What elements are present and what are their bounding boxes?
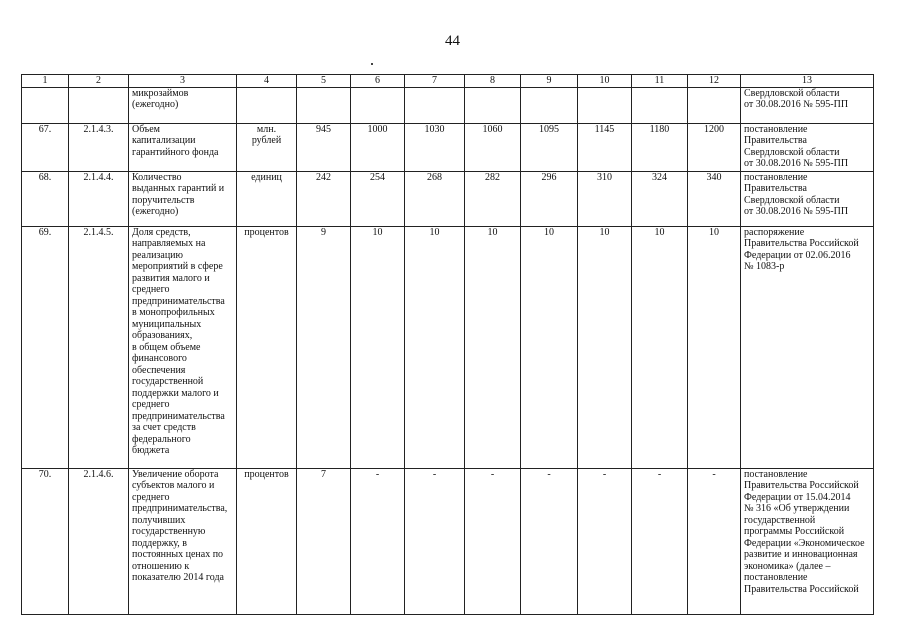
basis-cell: распоряжение Правительства Российской Федерации от 02.06.2016 № 1083-р [741,226,874,468]
value-cell: 10 [405,226,465,468]
unit-cell: единиц [237,171,297,226]
indicator-name-cell: Количество выданных гарантий и поручительств (ежегодно) [129,171,237,226]
header-cell: 9 [521,75,578,88]
value-cell: - [465,468,521,614]
value-cell: 1095 [521,123,578,171]
value-cell [688,87,741,123]
basis-cell: Свердловской области от 30.08.2016 № 595-ПП [741,87,874,123]
table-row [22,171,874,226]
indicators-table [21,74,874,615]
value-cell: 10 [465,226,521,468]
indicator-name-cell: микрозаймов (ежегодно) [129,87,237,123]
value-cell: 10 [632,226,688,468]
indicator-name-cell: Объем капитализации гарантийного фонда [129,123,237,171]
header-cell: 13 [741,75,874,88]
unit-cell: млн. рублей [237,123,297,171]
table-row [22,468,874,614]
value-cell: 9 [297,226,351,468]
header-cell: 1 [22,75,69,88]
header-cell: 5 [297,75,351,88]
header-cell: 3 [129,75,237,88]
value-cell: - [632,468,688,614]
value-cell: 10 [351,226,405,468]
row-number-cell: 69. [22,226,69,468]
value-cell [405,87,465,123]
table-row [22,87,874,123]
value-cell: - [688,468,741,614]
row-number-cell: 70. [22,468,69,614]
basis-cell: постановление Правительства Свердловской области от 30.08.2016 № 595-ПП [741,171,874,226]
value-cell: 324 [632,171,688,226]
value-cell: - [521,468,578,614]
row-code-cell [69,87,129,123]
value-cell [521,87,578,123]
value-cell: 296 [521,171,578,226]
indicator-name-cell: Доля средств, направляемых на реализацию мероприятий в сфере развития малого и среднего предпринимательства в монопрофильных муниципальных образованиях, в общем объеме финансового обеспечения государственной поддержки малого и среднего предпринимательства за счет средств федерального бюджета [129,226,237,468]
header-cell: 12 [688,75,741,88]
value-cell [297,87,351,123]
value-cell: - [351,468,405,614]
indicator-name-cell: Увеличение оборота субъектов малого и среднего предпринимательства, получивших государственную поддержку, в постоянных ценах по отношению к показателю 2014 года [129,468,237,614]
header-cell: 4 [237,75,297,88]
unit-cell [237,87,297,123]
row-code-cell: 2.1.4.5. [69,226,129,468]
row-code-cell: 2.1.4.6. [69,468,129,614]
value-cell: 1145 [578,123,632,171]
value-cell: 1060 [465,123,521,171]
page-number: 44 [445,33,460,49]
header-cell: 10 [578,75,632,88]
table-row [22,226,874,468]
value-cell: 242 [297,171,351,226]
header-cell: 7 [405,75,465,88]
value-cell [351,87,405,123]
row-code-cell: 2.1.4.3. [69,123,129,171]
unit-cell: процентов [237,468,297,614]
basis-cell: постановление Правительства Российской Федерации от 15.04.2014 № 316 «Об утверждении государственной программы Российской Федерации «Экономическое развитие и инновационная экономика» (далее – постановление Правительства Российской [741,468,874,614]
value-cell: 268 [405,171,465,226]
scan-speck [371,63,373,65]
value-cell [578,87,632,123]
value-cell: 254 [351,171,405,226]
value-cell: 7 [297,468,351,614]
value-cell: 1200 [688,123,741,171]
value-cell: 10 [578,226,632,468]
value-cell [632,87,688,123]
value-cell: 10 [521,226,578,468]
value-cell: 310 [578,171,632,226]
value-cell: 945 [297,123,351,171]
value-cell: 1030 [405,123,465,171]
header-cell: 6 [351,75,405,88]
unit-cell: процентов [237,226,297,468]
header-cell: 8 [465,75,521,88]
value-cell: 282 [465,171,521,226]
value-cell: 1000 [351,123,405,171]
row-number-cell [22,87,69,123]
value-cell: - [578,468,632,614]
value-cell [465,87,521,123]
row-code-cell: 2.1.4.4. [69,171,129,226]
basis-cell: постановление Правительства Свердловской области от 30.08.2016 № 595-ПП [741,123,874,171]
header-cell: 11 [632,75,688,88]
row-number-cell: 68. [22,171,69,226]
header-row [22,75,874,88]
value-cell: - [405,468,465,614]
value-cell: 1180 [632,123,688,171]
header-cell: 2 [69,75,129,88]
value-cell: 10 [688,226,741,468]
row-number-cell: 67. [22,123,69,171]
table-row [22,123,874,171]
value-cell: 340 [688,171,741,226]
